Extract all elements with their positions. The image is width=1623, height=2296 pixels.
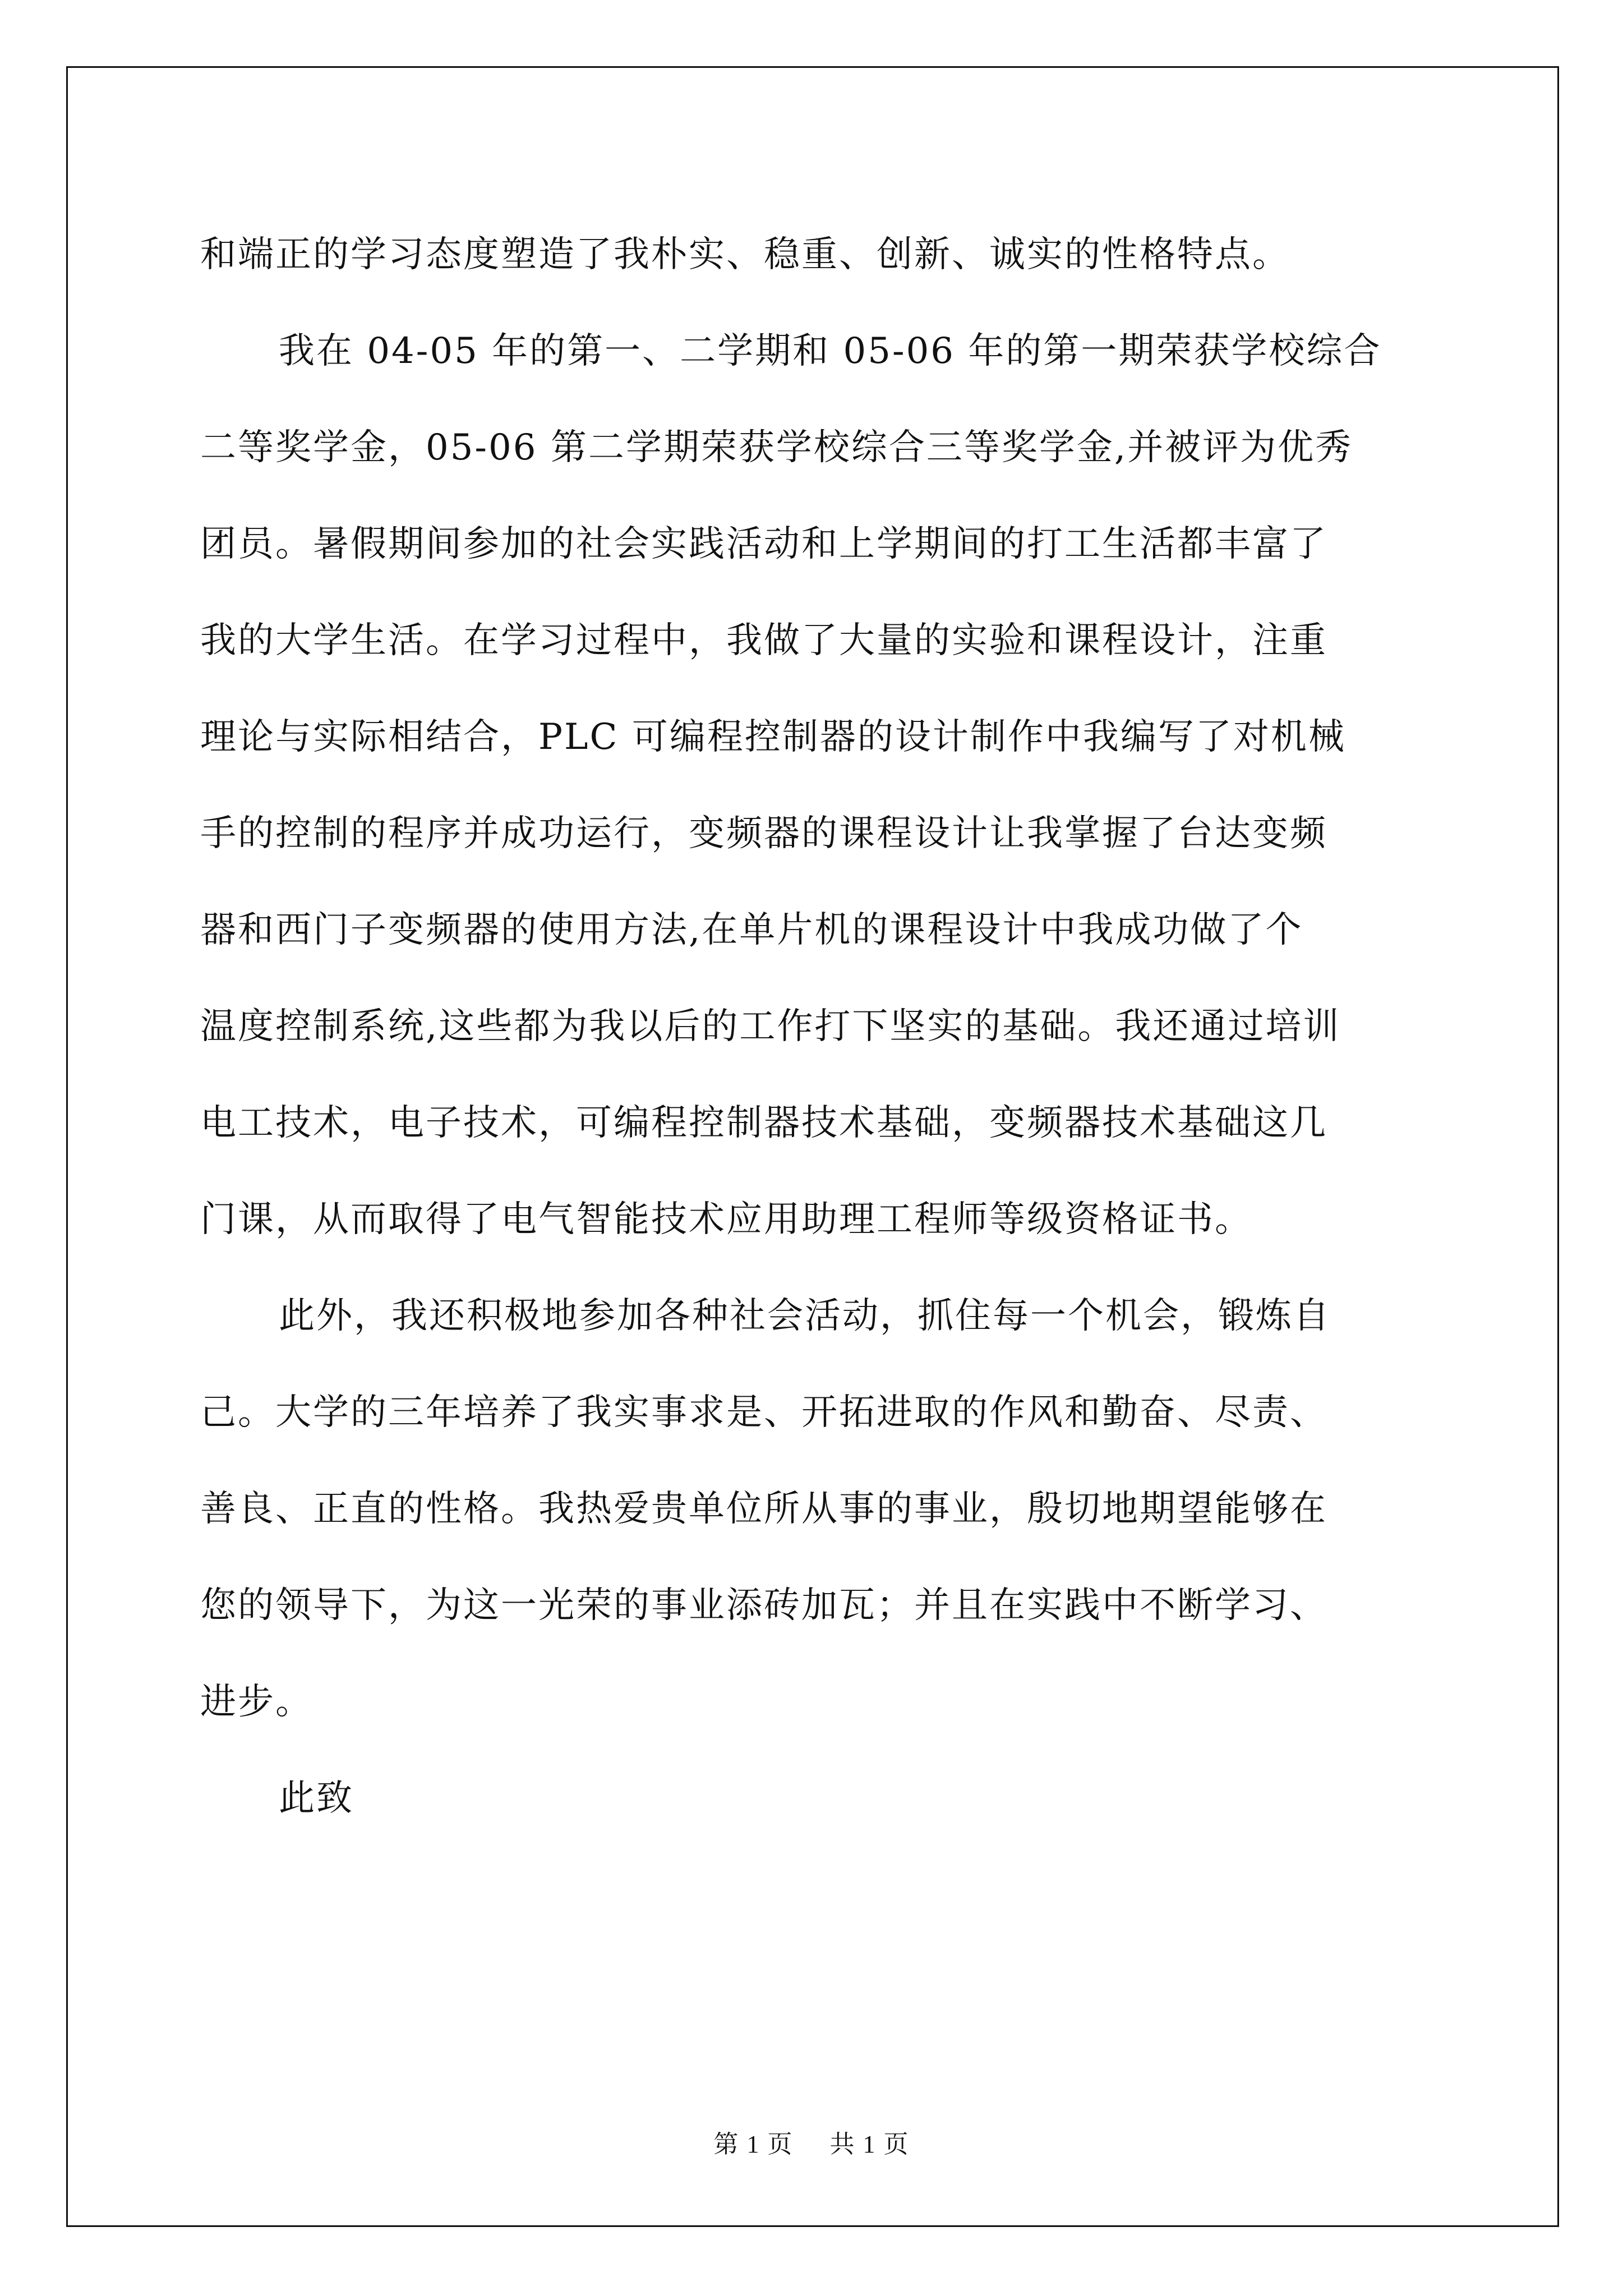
body-line-2: 我在 04-05 年的第一、二学期和 05-06 年的第一期荣获学校综合: [279, 330, 1382, 372]
body-line-7: 手的控制的程序并成功运行，变频器的课程设计让我掌握了台达变频: [200, 813, 1327, 854]
closing-salutation: 此致: [279, 1778, 354, 1819]
body-line-14: 善良、正直的性格。我热爱贵单位所从事的事业，殷切地期望能够在: [200, 1488, 1327, 1530]
body-line-5: 我的大学生活。在学习过程中，我做了大量的实验和课程设计，注重: [200, 620, 1327, 661]
body-line-6: 理论与实际相结合，PLC 可编程控制器的设计制作中我编写了对机械: [200, 716, 1346, 758]
page-footer: [0, 2124, 1623, 2160]
body-line-8: 器和西门子变频器的使用方法,在单片机的课程设计中我成功做了个: [200, 909, 1303, 951]
body-line-12: 此外，我还积极地参加各种社会活动，抓住每一个机会，锻炼自: [279, 1295, 1331, 1337]
body-line-10: 电工技术，电子技术，可编程控制器技术基础，变频器技术基础这几: [200, 1102, 1327, 1144]
body-line-9: 温度控制系统,这些都为我以后的工作打下坚实的基础。我还通过培训: [200, 1006, 1341, 1047]
body-line-15: 您的领导下，为这一光荣的事业添砖加瓦；并且在实践中不断学习、: [200, 1585, 1327, 1626]
body-line-16: 进步。: [200, 1681, 313, 1723]
page-number: 第 1 页: [713, 2131, 794, 2158]
letter-body: [200, 206, 1433, 1847]
body-line-13: 己。大学的三年培养了我实事求是、开拓进取的作风和勤奋、尽责、: [200, 1392, 1327, 1433]
page-total: 共 1 页: [829, 2131, 910, 2158]
body-line-1: 和端正的学习态度塑造了我朴实、稳重、创新、诚实的性格特点。: [200, 234, 1290, 275]
body-line-3: 二等奖学金，05-06 第二学期荣获学校综合三等奖学金,并被评为优秀: [200, 427, 1353, 468]
body-line-11: 门课，从而取得了电气智能技术应用助理工程师等级资格证书。: [200, 1199, 1252, 1240]
body-line-4: 团员。暑假期间参加的社会实践活动和上学期间的打工生活都丰富了: [200, 523, 1327, 565]
